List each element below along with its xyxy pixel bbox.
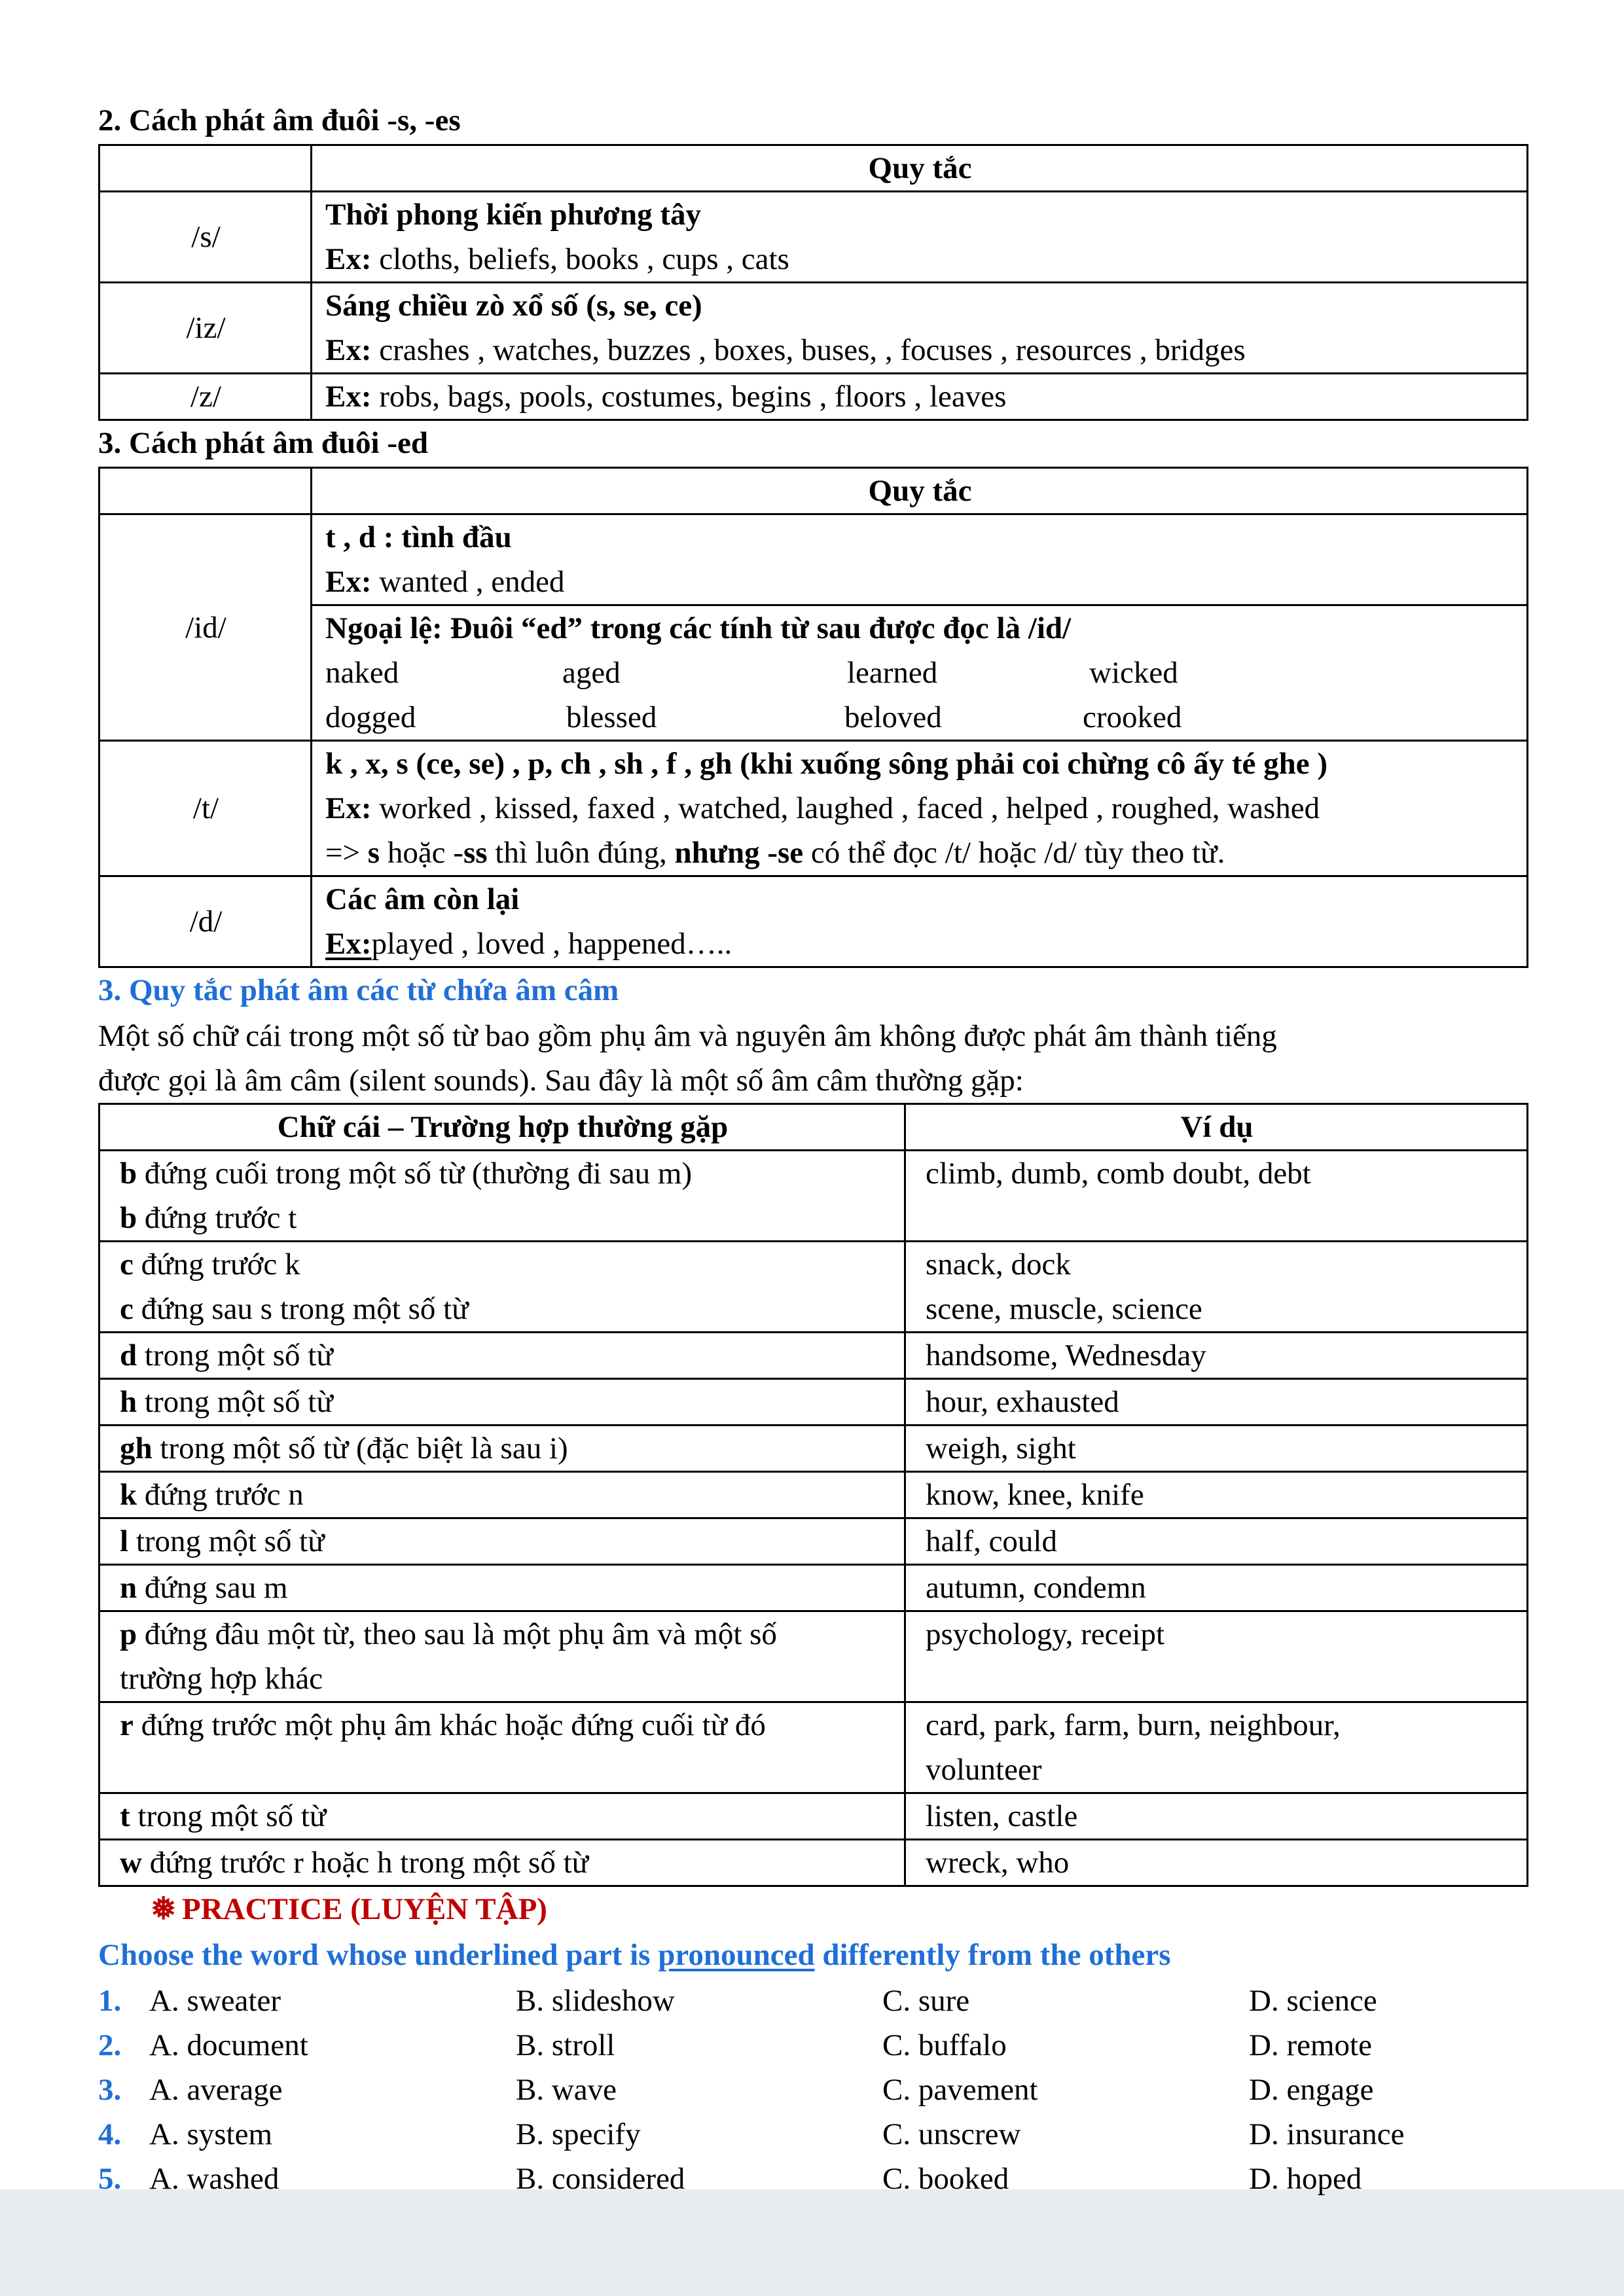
table-row	[99, 1565, 1528, 1611]
s-section-title: 2. Cách phát âm đuôi -s, -es	[98, 103, 461, 137]
silent-case-line: gh trong một số từ (đặc biệt là sau i)	[120, 1431, 568, 1465]
answer-option[interactable]: B. slideshow	[516, 1984, 675, 2018]
ed-table-header: Quy tắc	[312, 468, 1528, 514]
silent-intro-line-1: Một số chữ cái trong một số từ bao gồm phụ âm và nguyên âm không được phát âm thành tiếng	[98, 1019, 1277, 1053]
table-row	[99, 1242, 1528, 1333]
silent-case-line: trường hợp khác	[120, 1662, 323, 1696]
table-row	[99, 1472, 1528, 1518]
ed-section-title: 3. Cách phát âm đuôi -ed	[98, 426, 429, 460]
silent-case-line: t trong một số từ	[120, 1799, 327, 1833]
answer-option[interactable]: B. stroll	[516, 2028, 615, 2062]
answer-option[interactable]: B. wave	[516, 2073, 617, 2107]
practice-instruction: Choose the word whose underlined part is pronounced differently from the others	[98, 1938, 1171, 1972]
s-examples-s: Ex: cloths, beliefs, books , cups , cats	[325, 242, 789, 276]
practice-question	[98, 1979, 1528, 2023]
silent-case-line: c đứng sau s trong một số từ	[120, 1292, 469, 1326]
ed-examples-id: Ex: wanted , ended	[325, 565, 565, 599]
silent-case-cell	[99, 1611, 905, 1702]
table-row	[99, 1333, 1528, 1379]
silent-case-cell	[99, 1565, 905, 1611]
table-row	[99, 1518, 1528, 1565]
silent-example-line: wreck, who	[926, 1846, 1070, 1880]
ed-label-id: /id/	[99, 514, 312, 741]
s-label-iz: /iz/	[99, 283, 312, 374]
practice-question	[98, 2112, 1528, 2157]
answer-option[interactable]: D. insurance	[1249, 2117, 1405, 2151]
silent-examples-cell	[905, 1426, 1528, 1472]
silent-case-cell	[99, 1379, 905, 1426]
silent-case-line: w đứng trước r hoặc h trong một số từ	[120, 1846, 589, 1880]
s-table-header: Quy tắc	[312, 145, 1528, 192]
silent-example-line: scene, muscle, science	[926, 1292, 1202, 1326]
silent-case-cell	[99, 1333, 905, 1379]
ed-rules-table	[98, 467, 1528, 968]
silent-examples-cell	[905, 1565, 1528, 1611]
answer-option[interactable]: D. science	[1249, 1984, 1377, 2018]
answer-option[interactable]: C. sure	[882, 1984, 970, 2018]
silent-case-line: b đứng cuối trong một số từ (thường đi sau m)	[120, 1157, 693, 1191]
table-row	[99, 1793, 1528, 1840]
ed-examples-t: Ex: worked , kissed, faxed , watched, laughed , faced , helped , roughed, washed	[325, 791, 1320, 825]
answer-option[interactable]: C. pavement	[882, 2073, 1038, 2107]
answer-option[interactable]: A. sweater	[149, 1984, 281, 2018]
s-table-empty-header	[99, 145, 312, 192]
ed-rule-t: k , x, s (ce, se) , p, ch , sh , f , gh (khi xuống sông phải coi chừng cô ấy té ghe )	[325, 747, 1328, 781]
silent-example-line: psychology, receipt	[926, 1617, 1165, 1651]
ed-exception-row-2: dogged blessed beloved crooked	[325, 700, 1182, 734]
question-number: 5.	[98, 2162, 122, 2196]
silent-examples-cell	[905, 1379, 1528, 1426]
silent-case-cell	[99, 1151, 905, 1242]
silent-example-line: card, park, farm, burn, neighbour,	[926, 1708, 1341, 1742]
ed-rule-id-cell	[312, 514, 1528, 605]
silent-case-cell	[99, 1518, 905, 1565]
s-rules-table	[98, 144, 1528, 421]
ed-rule-d: Các âm còn lại	[325, 882, 520, 916]
ed-exception-title: Ngoại lệ: Đuôi “ed” trong các tính từ sau được đọc là /id/	[325, 611, 1072, 645]
silent-examples-cell	[905, 1611, 1528, 1702]
silent-case-cell	[99, 1702, 905, 1793]
silent-examples-cell	[905, 1472, 1528, 1518]
answer-option[interactable]: A. washed	[149, 2162, 280, 2196]
s-examples-iz: Ex: crashes , watches, buzzes , boxes, buses, , focuses , resources , bridges	[325, 333, 1246, 367]
s-label-s: /s/	[99, 192, 312, 283]
silent-case-cell	[99, 1242, 905, 1333]
silent-examples-cell	[905, 1518, 1528, 1565]
practice-questions	[98, 1979, 1528, 2201]
answer-option[interactable]: C. unscrew	[882, 2117, 1021, 2151]
silent-example-line: snack, dock	[926, 1247, 1071, 1282]
silent-example-line: handsome, Wednesday	[926, 1338, 1206, 1372]
table-row	[99, 1702, 1528, 1793]
silent-examples-cell	[905, 1151, 1528, 1242]
ed-label-d: /d/	[99, 876, 312, 967]
practice-question	[98, 2068, 1528, 2112]
silent-example-line: volunteer	[926, 1753, 1042, 1787]
silent-case-cell	[99, 1426, 905, 1472]
s-rule-iz-cell	[312, 283, 1528, 374]
silent-case-line: p đứng đâu một từ, theo sau là một phụ âm và một số	[120, 1617, 777, 1651]
silent-case-cell	[99, 1472, 905, 1518]
silent-section-title: 3. Quy tắc phát âm các từ chứa âm câm	[98, 973, 619, 1007]
silent-case-cell	[99, 1840, 905, 1886]
silent-examples-cell	[905, 1793, 1528, 1840]
s-examples-z: Ex: robs, bags, pools, costumes, begins , floors , leaves	[312, 374, 1528, 420]
table-row	[99, 1611, 1528, 1702]
silent-examples-cell	[905, 1242, 1528, 1333]
answer-option[interactable]: A. document	[149, 2028, 308, 2062]
s-rule-s-cell	[312, 192, 1528, 283]
silent-case-line: h trong một số từ	[120, 1385, 333, 1419]
question-number: 3.	[98, 2073, 122, 2107]
answer-option[interactable]: C. buffalo	[882, 2028, 1007, 2062]
ed-exception-cell	[312, 605, 1528, 741]
silent-case-line: k đứng trước n	[120, 1478, 304, 1512]
ed-rule-id: t , d : tình đầu	[325, 520, 512, 554]
practice-question	[98, 2157, 1528, 2201]
s-rule-s: Thời phong kiến phương tây	[325, 198, 701, 232]
answer-option[interactable]: B. specify	[516, 2117, 641, 2151]
s-label-z: /z/	[99, 374, 312, 420]
silent-example-line: half, could	[926, 1524, 1057, 1558]
ed-exception-row-1: naked aged learned wicked	[325, 656, 1178, 690]
answer-option[interactable]: A. system	[149, 2117, 272, 2151]
silent-sounds-table	[98, 1103, 1528, 1887]
silent-case-line: r đứng trước một phụ âm khác hoặc đứng cuối từ đó	[120, 1708, 766, 1742]
table-row	[99, 1426, 1528, 1472]
silent-example-line: know, knee, knife	[926, 1478, 1144, 1512]
ed-rule-d-cell	[312, 876, 1528, 967]
answer-option[interactable]: A. average	[149, 2073, 283, 2107]
question-number: 2.	[98, 2028, 122, 2062]
ed-label-t: /t/	[99, 741, 312, 876]
silent-examples-cell	[905, 1333, 1528, 1379]
silent-case-cell	[99, 1793, 905, 1840]
silent-examples-cell	[905, 1840, 1528, 1886]
question-number: 1.	[98, 1984, 122, 2018]
s-rule-iz: Sáng chiều zò xổ số (s, se, ce)	[325, 289, 702, 323]
document-body	[98, 98, 1528, 2201]
silent-intro-line-2: được gọi là âm câm (silent sounds). Sau đây là một số âm câm thường gặp:	[98, 1064, 1024, 1098]
snowflake-bullet-icon: ❅	[151, 1892, 177, 1926]
answer-option[interactable]: D. engage	[1249, 2073, 1374, 2107]
ed-table-empty-header	[99, 468, 312, 514]
silent-case-line: b đứng trước t	[120, 1201, 297, 1235]
silent-examples-cell	[905, 1702, 1528, 1793]
answer-option[interactable]: B. considered	[516, 2162, 685, 2196]
ed-note-t: => s hoặc -ss thì luôn đúng, nhưng -se có thể đọc /t/ hoặc /d/ tùy theo từ.	[325, 836, 1225, 870]
silent-col-examples: Ví dụ	[905, 1104, 1528, 1151]
table-row	[99, 1379, 1528, 1426]
table-row	[99, 1151, 1528, 1242]
silent-case-line: d trong một số từ	[120, 1338, 333, 1372]
answer-option[interactable]: C. booked	[882, 2162, 1009, 2196]
silent-example-line: hour, exhausted	[926, 1385, 1119, 1419]
silent-example-line: autumn, condemn	[926, 1571, 1146, 1605]
ed-rule-t-cell	[312, 741, 1528, 876]
silent-case-line: l trong một số từ	[120, 1524, 325, 1558]
question-number: 4.	[98, 2117, 122, 2151]
practice-question	[98, 2023, 1528, 2068]
silent-example-line: climb, dumb, comb doubt, debt	[926, 1157, 1311, 1191]
answer-option[interactable]: D. hoped	[1249, 2162, 1362, 2196]
answer-option[interactable]: D. remote	[1249, 2028, 1372, 2062]
practice-title: ❅ PRACTICE (LUYỆN TẬP)	[98, 1887, 1528, 1933]
table-row	[99, 1840, 1528, 1886]
silent-example-line: weigh, sight	[926, 1431, 1076, 1465]
silent-example-line: listen, castle	[926, 1799, 1078, 1833]
silent-col-case: Chữ cái – Trường hợp thường gặp	[99, 1104, 905, 1151]
silent-case-line: n đứng sau m	[120, 1571, 288, 1605]
silent-case-line: c đứng trước k	[120, 1247, 300, 1282]
ed-examples-d: Ex:played , loved , happened…..	[325, 927, 732, 961]
